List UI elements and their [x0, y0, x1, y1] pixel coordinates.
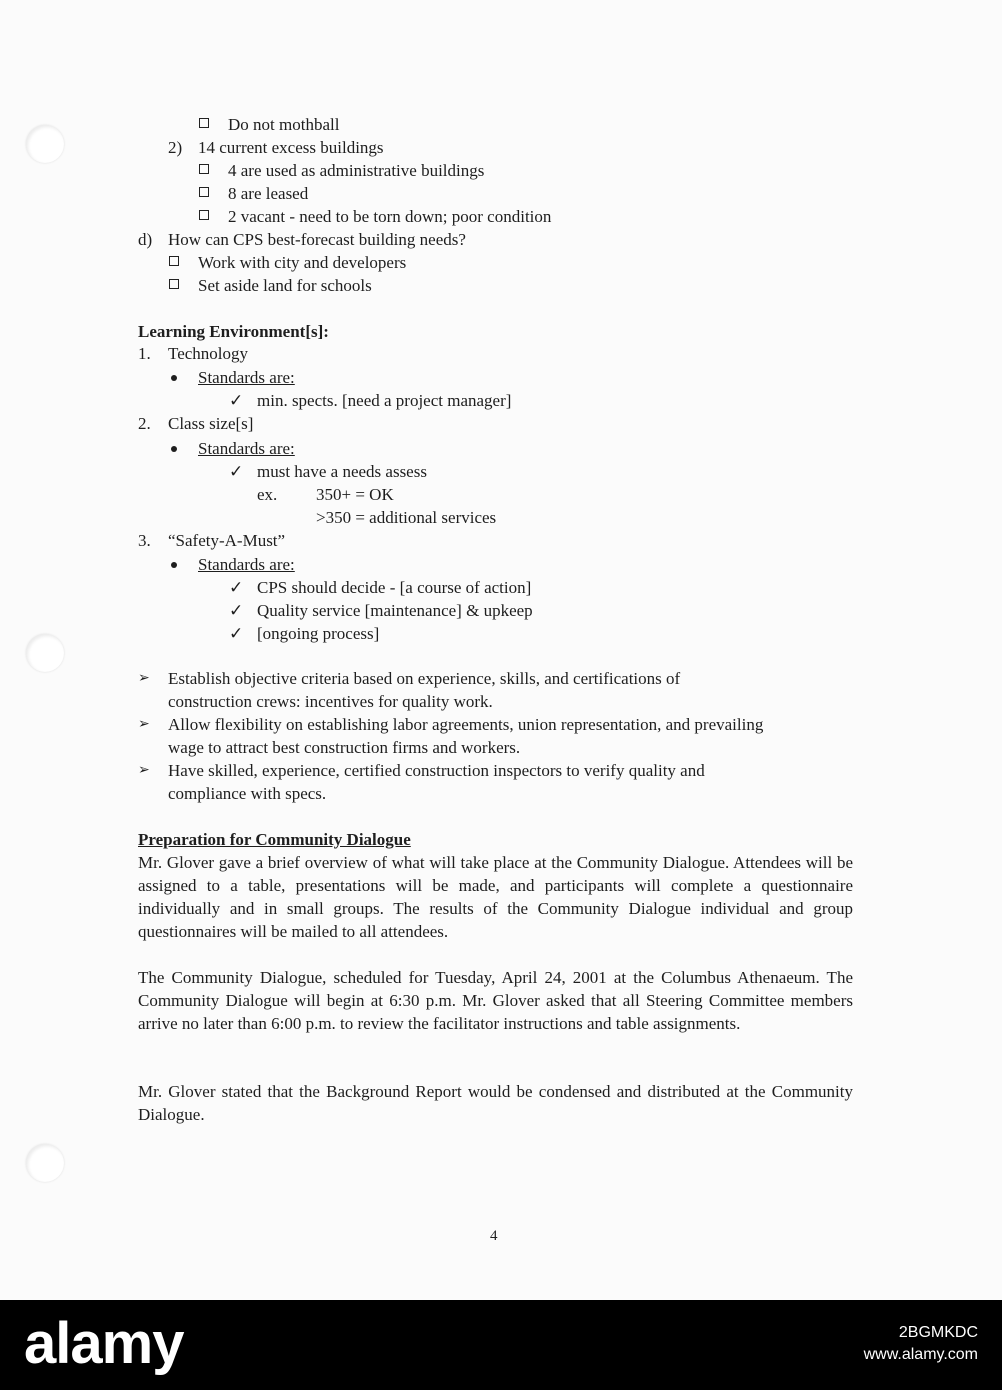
list-item: Class size[s] — [168, 414, 254, 433]
arrow-bullet-icon: ➢ — [138, 717, 150, 732]
list-item: 14 current excess buildings — [198, 138, 384, 157]
example-label: ex. — [257, 485, 278, 504]
watermark-url: www.alamy.com — [863, 1346, 978, 1363]
checkmark-icon: ✓ — [229, 462, 244, 481]
checkbox-icon — [169, 252, 179, 274]
checkbox-icon — [199, 160, 209, 182]
list-item-continuation: wage to attract best construction firms and workers. — [168, 738, 521, 757]
watermark-image-id: 2BGMKDC — [898, 1324, 978, 1341]
example-line: >350 = additional services — [316, 508, 497, 527]
list-item: Technology — [168, 344, 249, 363]
watermark-id — [864, 1322, 978, 1366]
list-marker: 2. — [138, 414, 151, 433]
list-item: Establish objective criteria based on experience, skills, and certifications of — [168, 669, 681, 688]
list-marker: 2) — [168, 138, 183, 157]
checkbox-icon — [169, 275, 179, 297]
list-item: Do not mothball — [228, 115, 340, 134]
list-item-continuation: construction crews: incentives for quality work. — [168, 692, 493, 711]
section-heading: Learning Environment[s]: — [138, 322, 329, 341]
page-number: 4 — [490, 1228, 498, 1244]
bullet-icon — [171, 562, 177, 568]
watermark-logo: alamy — [24, 1311, 184, 1376]
example-line: 350+ = OK — [316, 485, 394, 504]
binder-hole-middle — [26, 634, 64, 672]
paragraph: The Community Dialogue, scheduled for Tuesday, April 24, 2001 at the Columbus Athenaeum. The Community Dialogue will begin at 6:30 p.m. Mr. Glover asked that all Steering Committee members arrive no later than 6:00 p.m. to review the facilitator instructions and table assignments. — [138, 968, 853, 1033]
list-item: Work with city and developers — [198, 253, 407, 272]
list-item: “Safety-A-Must” — [168, 531, 286, 550]
list-marker: 3. — [138, 531, 151, 550]
list-item-continuation: compliance with specs. — [168, 784, 327, 803]
checkmark-icon: ✓ — [229, 601, 244, 620]
list-item: 4 are used as administrative buildings — [228, 161, 485, 180]
standards-label: Standards are: — [198, 439, 295, 458]
paragraph: Mr. Glover stated that the Background Report would be condensed and distributed at the Community Dialogue. — [138, 1082, 853, 1124]
list-item: [ongoing process] — [257, 624, 380, 643]
checkmark-icon: ✓ — [229, 391, 244, 410]
bullet-icon — [171, 446, 177, 452]
list-item: Allow flexibility on establishing labor agreements, union representation, and prevailing — [168, 715, 764, 734]
arrow-bullet-icon: ➢ — [138, 671, 150, 686]
list-item: must have a needs assess — [257, 462, 427, 481]
section-heading: Preparation for Community Dialogue — [138, 830, 411, 849]
checkmark-icon: ✓ — [229, 578, 244, 597]
list-item: Set aside land for schools — [198, 276, 372, 295]
list-item: 2 vacant - need to be torn down; poor condition — [228, 207, 552, 226]
checkbox-icon — [199, 183, 209, 205]
list-item: CPS should decide - [a course of action] — [257, 578, 532, 597]
list-item: Quality service [maintenance] & upkeep — [257, 601, 533, 620]
checkbox-icon — [199, 114, 209, 136]
paragraph: Mr. Glover gave a brief overview of what will take place at the Community Dialogue. Attendees will be assigned to a table, presentations will be made, and participants will complete a questionnaire individually and in small groups. The results of the Community Dialogue individual and group questionnaires will be mailed to all attendees. — [138, 853, 853, 941]
list-item: How can CPS best-forecast building needs? — [168, 230, 466, 249]
binder-hole-bottom — [26, 1144, 64, 1182]
binder-hole-top — [26, 125, 64, 163]
standards-label: Standards are: — [198, 555, 295, 574]
list-item: 8 are leased — [228, 184, 309, 203]
list-marker: 1. — [138, 344, 151, 363]
list-item: Have skilled, experience, certified construction inspectors to verify quality and — [168, 761, 705, 780]
checkmark-icon: ✓ — [229, 624, 244, 643]
standards-label: Standards are: — [198, 368, 295, 387]
list-item: min. spects. [need a project manager] — [257, 391, 512, 410]
arrow-bullet-icon: ➢ — [138, 763, 150, 778]
bullet-icon — [171, 375, 177, 381]
checkbox-icon — [199, 206, 209, 228]
list-marker: d) — [138, 230, 153, 249]
